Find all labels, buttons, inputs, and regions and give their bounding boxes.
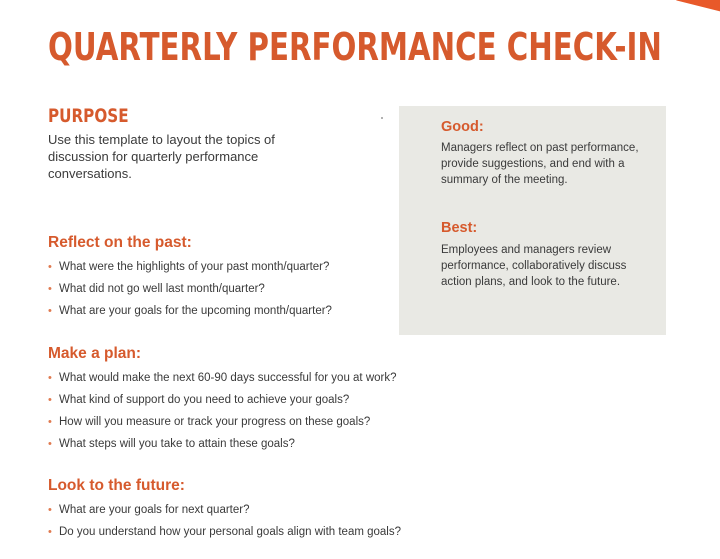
list-item: • What steps will you take to attain these goals? — [48, 437, 468, 451]
good-heading: Good: — [441, 119, 484, 135]
section-heading: Make a plan: — [48, 345, 142, 362]
stray-dot — [381, 117, 383, 119]
list-item: • What are your goals for the upcoming month/quarter? — [48, 304, 468, 318]
bullet-list — [48, 503, 468, 539]
list-item: • How will you measure or track your progress on these goals? — [48, 415, 468, 429]
list-item: • What kind of support do you need to achieve your goals? — [48, 393, 468, 407]
section-make-a-plan — [48, 344, 468, 459]
list-item: • What are your goals for next quarter? — [48, 503, 468, 517]
good-text: Managers reflect on past performance, provide suggestions, and end with a summary of the meeting. — [441, 142, 639, 186]
purpose-text: Use this template to layout the topics of discussion for quarterly performance conversations. — [48, 132, 275, 181]
bullet-list — [48, 371, 468, 451]
section-heading: Reflect on the past: — [48, 234, 192, 251]
purpose-heading: PURPOSE — [48, 105, 129, 127]
section-heading: Look to the future: — [48, 477, 185, 494]
good-best-sidebar — [399, 106, 666, 335]
list-item: • What would make the next 60-90 days successful for you at work? — [48, 371, 468, 385]
list-item: • Do you understand how your personal goals align with team goals? — [48, 525, 468, 539]
list-item: • What were the highlights of your past month/quarter? — [48, 260, 468, 274]
list-item: • What did not go well last month/quarter? — [48, 282, 468, 296]
best-text: Employees and managers review performance, collaboratively discuss action plans, and look to the future. — [441, 244, 627, 288]
corner-accent-shape — [674, 0, 720, 15]
best-heading: Best: — [441, 220, 478, 236]
page-title: QUARTERLY PERFORMANCE CHECK-IN — [48, 25, 662, 69]
section-look-to-the-future — [48, 476, 468, 547]
